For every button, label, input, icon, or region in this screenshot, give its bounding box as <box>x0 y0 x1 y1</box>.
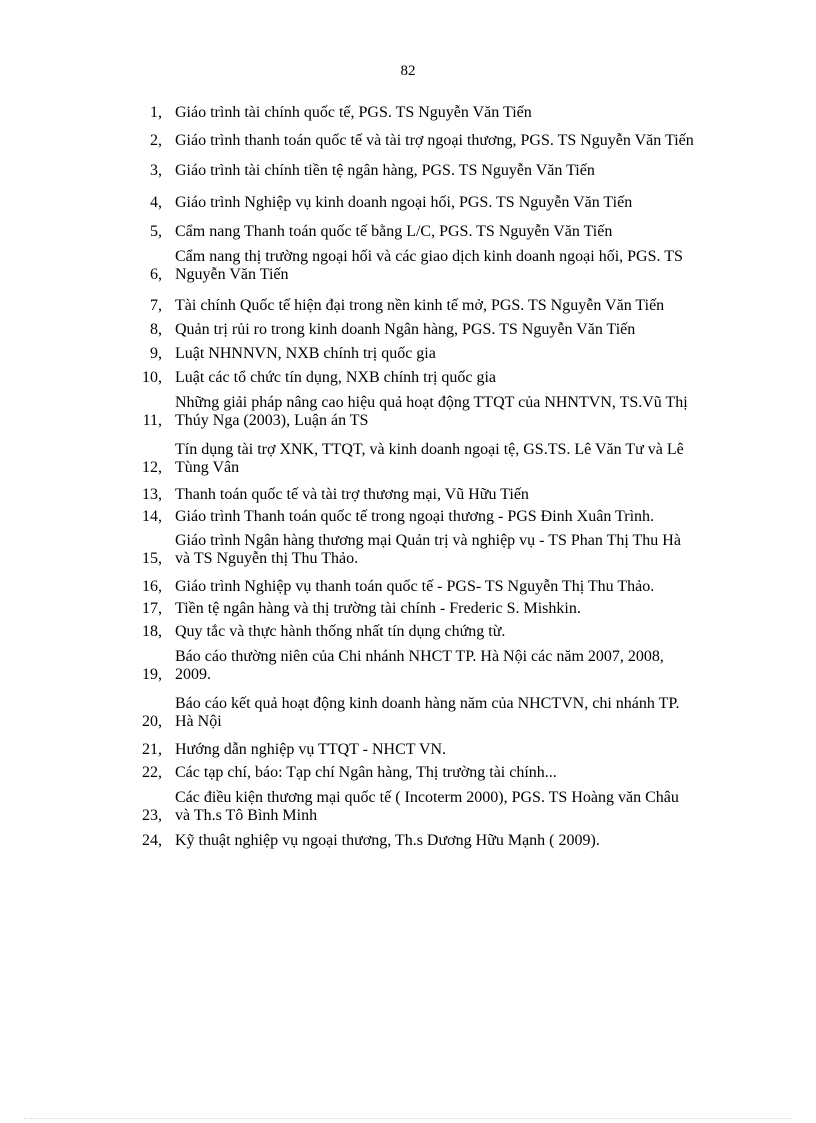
reference-text-line: Giáo trình Ngân hàng thương mại Quản trị và nghiệp vụ - TS Phan Thị Thu Hà <box>175 532 681 549</box>
reference-text-line: Hướng dẫn nghiệp vụ TTQT - NHCT VN. <box>175 741 447 758</box>
reference-text-line: Cẩm nang thị trường ngoại hối và các giao dịch kinh doanh ngoại hối, PGS. TS <box>175 248 683 265</box>
reference-number: 10, <box>142 369 162 386</box>
reference-number: 17, <box>142 600 162 617</box>
reference-text-line: Nguyễn Văn Tiến <box>175 266 289 283</box>
reference-text-line: Giáo trình tài chính tiền tệ ngân hàng, PGS. TS Nguyễn Văn Tiến <box>175 162 595 179</box>
reference-text <box>175 486 735 504</box>
reference-text-line: Tiền tệ ngân hàng và thị trường tài chính - Frederic S. Mishkin. <box>175 600 581 617</box>
reference-number: 11, <box>142 412 162 429</box>
reference-text <box>175 832 735 850</box>
reference-text-line: 2009. <box>175 666 211 683</box>
reference-number: 23, <box>142 807 162 824</box>
reference-text-line: Luật các tổ chức tín dụng, NXB chính trị quốc gia <box>175 369 497 386</box>
reference-text-line: Kỹ thuật nghiệp vụ ngoại thương, Th.s Dương Hữu Mạnh ( 2009). <box>175 832 600 849</box>
reference-number: 22, <box>142 764 162 781</box>
reference-text-line: Quản trị rủi ro trong kinh doanh Ngân hàng, PGS. TS Nguyễn Văn Tiến <box>175 321 636 338</box>
reference-number: 21, <box>142 741 162 758</box>
reference-text <box>175 321 735 339</box>
reference-number: 3, <box>150 162 162 179</box>
page-bottom-dotted-rule <box>24 1118 792 1119</box>
reference-text <box>175 162 735 180</box>
reference-number: 12, <box>142 459 162 476</box>
reference-text <box>175 194 735 212</box>
reference-text-line: Quy tắc và thực hành thống nhất tín dụng chứng từ. <box>175 623 506 640</box>
reference-text-line: Giáo trình Nghiệp vụ thanh toán quốc tế - PGS- TS Nguyễn Thị Thu Thảo. <box>175 578 655 595</box>
reference-text-line: Giáo trình Nghiệp vụ kinh doanh ngoại hối, PGS. TS Nguyễn Văn Tiến <box>175 194 633 211</box>
reference-text-line: Những giải pháp nâng cao hiệu quả hoạt động TTQT của NHNTVN, TS.Vũ Thị <box>175 394 688 411</box>
reference-text <box>175 132 735 150</box>
reference-text-line: Báo cáo kết quả hoạt động kinh doanh hàng năm của NHCTVN, chi nhánh TP. <box>175 695 680 712</box>
reference-number: 15, <box>142 550 162 567</box>
reference-number: 14, <box>142 508 162 525</box>
reference-number: 8, <box>150 321 162 338</box>
reference-number: 6, <box>150 266 162 283</box>
reference-number: 5, <box>150 223 162 240</box>
page-number: 82 <box>400 63 416 79</box>
reference-text <box>175 223 735 241</box>
reference-text <box>175 789 735 825</box>
reference-number: 24, <box>142 832 162 849</box>
reference-text-line: Báo cáo thường niên của Chi nhánh NHCT TP. Hà Nội các năm 2007, 2008, <box>175 648 664 665</box>
reference-text <box>175 648 735 684</box>
reference-text <box>175 600 735 618</box>
reference-text <box>175 741 735 759</box>
reference-text <box>175 394 735 430</box>
reference-text-line: Giáo trình tài chính quốc tế, PGS. TS Nguyễn Văn Tiến <box>175 104 532 121</box>
reference-number: 13, <box>142 486 162 503</box>
reference-text <box>175 248 735 284</box>
reference-text-line: và Th.s Tô Bình Minh <box>175 807 318 824</box>
reference-number: 7, <box>150 297 162 314</box>
reference-text <box>175 764 735 782</box>
reference-number: 1, <box>150 104 162 121</box>
reference-number: 4, <box>150 194 162 211</box>
reference-text-line: Giáo trình thanh toán quốc tế và tài trợ ngoại thương, PGS. TS Nguyễn Văn Tiến <box>175 132 694 149</box>
reference-text-line: Giáo trình Thanh toán quốc tế trong ngoại thương - PGS Đinh Xuân Trình. <box>175 508 655 525</box>
reference-text-line: Luật NHNNVN, NXB chính trị quốc gia <box>175 345 436 362</box>
reference-text-line: và TS Nguyễn thị Thu Thảo. <box>175 550 359 567</box>
reference-text <box>175 441 735 477</box>
reference-text <box>175 623 735 641</box>
reference-text <box>175 345 735 363</box>
reference-text <box>175 104 735 122</box>
reference-number: 18, <box>142 623 162 640</box>
reference-text <box>175 508 735 526</box>
reference-text <box>175 578 735 596</box>
reference-number: 9, <box>150 345 162 362</box>
reference-text-line: Thúy Nga (2003), Luận án TS <box>175 412 369 429</box>
reference-text-line: Các tạp chí, báo: Tạp chí Ngân hàng, Thị trường tài chính... <box>175 764 557 781</box>
reference-text-line: Tín dụng tài trợ XNK, TTQT, và kinh doanh ngoại tệ, GS.TS. Lê Văn Tư và Lê <box>175 441 684 458</box>
reference-text-line: Hà Nội <box>175 713 222 730</box>
reference-text <box>175 297 735 315</box>
reference-number: 2, <box>150 132 162 149</box>
reference-text <box>175 369 735 387</box>
reference-number: 16, <box>142 578 162 595</box>
reference-text <box>175 532 735 568</box>
reference-text-line: Tài chính Quốc tế hiện đại trong nền kinh tế mở, PGS. TS Nguyễn Văn Tiến <box>175 297 665 314</box>
reference-number: 20, <box>142 713 162 730</box>
reference-text-line: Tùng Vân <box>175 459 240 476</box>
reference-text-line: Các điều kiện thương mại quốc tế ( Incoterm 2000), PGS. TS Hoàng văn Châu <box>175 789 679 806</box>
reference-number: 19, <box>142 666 162 683</box>
reference-text <box>175 695 735 731</box>
reference-text-line: Cẩm nang Thanh toán quốc tế bằng L/C, PGS. TS Nguyễn Văn Tiến <box>175 223 613 240</box>
reference-text-line: Thanh toán quốc tế và tài trợ thương mại, Vũ Hữu Tiến <box>175 486 529 503</box>
